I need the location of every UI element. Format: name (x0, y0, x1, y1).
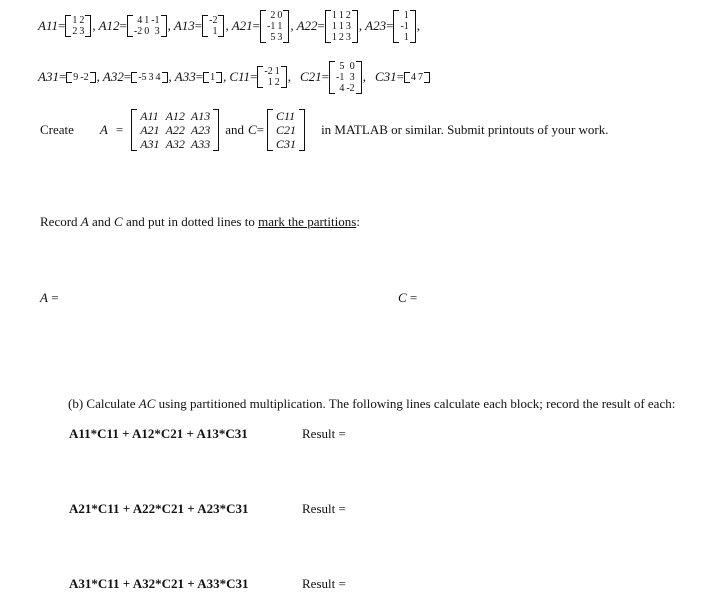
matrix-A33 (203, 72, 222, 83)
matrix-entry: -1 (400, 20, 409, 32)
bracket-right (281, 66, 287, 88)
label-A12: A12 (98, 18, 120, 33)
matrix-entry: 3 (349, 71, 355, 83)
matrix-entry: -2 (80, 71, 89, 83)
matrix-entry: -2 (264, 66, 273, 77)
matrix-entry: 4 (410, 71, 416, 83)
matrix-entry: A11 (140, 109, 159, 123)
matrix-entry: 1 (331, 20, 337, 32)
block-matrix-A (131, 109, 219, 151)
answer-A-label: A = (40, 290, 59, 305)
matrix-entry: 0 (144, 26, 150, 37)
create-label: Create (40, 122, 74, 137)
matrix-A21 (260, 10, 289, 43)
block-matrix-C (267, 109, 305, 151)
matrix-C31 (404, 72, 430, 83)
matrix-A11 (65, 15, 91, 37)
record-A-var: A (80, 214, 89, 229)
matrix-entry: A21 (140, 123, 160, 137)
bracket-right (216, 72, 222, 83)
matrix-entry: 4 (155, 71, 161, 83)
matrix-entry: A32 (165, 137, 185, 151)
answer-C-label: C = (398, 290, 418, 305)
matrix-entry: -2 (346, 82, 355, 94)
matrix-entry: 2 (72, 26, 78, 37)
matrix-entry: 1 (274, 66, 280, 77)
create-row: Create A = A11 A12 A13 A21 A22 A23 A31 A32 A33 and C = C11 C21 C31 in MATLAB or similar. Submit printouts of your work. (40, 109, 609, 151)
matrix-entry: 1 (331, 31, 337, 43)
matrix-entry: 3 (277, 31, 283, 43)
label-A13: A13 (173, 18, 195, 33)
matrix-entry: 3 (154, 26, 160, 37)
label-A21: A21 (231, 18, 253, 33)
label-A23: A23 (365, 18, 387, 33)
bracket-right (162, 72, 168, 83)
matrix-entry: 5 (339, 60, 345, 72)
matrix-entry: 1 (338, 9, 344, 21)
matrix-A12 (127, 15, 167, 37)
bracket-right (218, 15, 224, 37)
matrix-A31 (66, 72, 95, 83)
matrix-entry: A31 (140, 137, 160, 151)
matrix-entry: -1 (151, 15, 160, 26)
label-C31: C31 (374, 69, 397, 84)
matrix-entry: A12 (165, 109, 185, 123)
create-C-var: C (248, 122, 257, 137)
matrix-entry: 1 (277, 20, 283, 32)
record-C-var: C (114, 214, 123, 229)
and-text: and (225, 122, 245, 137)
create-A-var: A (99, 122, 108, 137)
matrix-entry: 2 (79, 15, 85, 26)
matrix-entry: 2 (270, 9, 276, 21)
matrix-C21 (329, 61, 362, 94)
matrix-entry: A23 (190, 123, 211, 137)
mark-partitions-text: mark the partitions (258, 214, 357, 229)
bracket-right (90, 72, 96, 83)
matrix-entry: 4 (339, 82, 345, 94)
create-tail: in MATLAB or similar. Submit printouts of your work. (321, 122, 609, 137)
matrix-A32 (131, 72, 167, 83)
bracket-right (213, 109, 219, 151)
matrix-entry: -5 (138, 71, 147, 83)
label-A33: A33 (174, 69, 196, 84)
result-label-2: Result = (302, 501, 346, 516)
matrix-entry: 3 (345, 20, 351, 32)
matrix-entry: -2 (133, 26, 143, 37)
matrix-entry: 0 (349, 60, 355, 72)
matrix-entry: 1 (210, 71, 216, 83)
matrix-A22 (325, 10, 358, 43)
matrix-entry: 1 (212, 26, 218, 37)
expr-line-3: A31*C11 + A32*C21 + A33*C31 (69, 576, 249, 591)
bracket-right (161, 15, 167, 37)
bracket-right (352, 10, 358, 43)
matrix-entry: C31 (276, 137, 297, 151)
matrix-entry: 1 (403, 31, 409, 43)
matrix-entry: 7 (417, 71, 423, 83)
label-A11: A11 (38, 18, 58, 33)
definitions-row-1: A11 = 1 2 2 3 , A12 = 4 1 -1 -2 0 3 , A13 = -2 1 , A21 = 2 0 -1 1 5 3 , A22 = 1 1 2 1 1 3 1 2 3 , A23 = 1 -1 1 , (38, 9, 421, 43)
bracket-right (424, 72, 430, 83)
matrix-A23 (393, 10, 415, 43)
matrix-entry: -1 (336, 71, 345, 83)
definitions-row-2: A31 = 9 -2 , A32 = -5 3 4 , A33 = 1 , C11 = -2 1 1 2 , C21 = 5 0 -1 3 4 -2 , C31 = 4 7 (38, 56, 430, 98)
matrix-A13 (202, 15, 224, 37)
matrix-entry: 4 (137, 15, 143, 26)
matrix-entry: 3 (79, 26, 85, 37)
matrix-entry: 1 (331, 9, 337, 21)
matrix-entry: -2 (209, 15, 218, 26)
matrix-entry: 3 (148, 71, 154, 83)
bracket-right (283, 10, 289, 43)
matrix-entry: 3 (345, 31, 351, 43)
matrix-entry: 2 (274, 77, 280, 88)
expr-line-1: A11*C11 + A12*C21 + A13*C31 (69, 426, 248, 441)
matrix-entry: 1 (338, 20, 344, 32)
matrix-entry: -1 (267, 20, 276, 32)
matrix-entry: C11 (276, 109, 296, 123)
matrix-entry: 2 (338, 31, 344, 43)
matrix-entry: A22 (165, 123, 185, 137)
matrix-entry: 5 (270, 31, 276, 43)
record-instruction: Record A and C and put in dotted lines to mark the partitions: (40, 214, 360, 229)
matrix-entry: 1 (72, 15, 78, 26)
matrix-entry: 1 (144, 15, 150, 26)
bracket-right (85, 15, 91, 37)
matrix-entry: A33 (190, 137, 211, 151)
label-A22: A22 (296, 18, 318, 33)
result-label-3: Result = (302, 576, 346, 591)
matrix-entry: 2 (345, 9, 351, 21)
bracket-right (299, 109, 305, 151)
label-C11: C11 (229, 69, 251, 84)
expr-line-2: A21*C11 + A22*C21 + A23*C31 (69, 501, 249, 516)
bracket-right (356, 61, 362, 94)
matrix-entry: 0 (277, 9, 283, 21)
label-A31: A31 (38, 69, 59, 84)
matrix-entry: 1 (267, 77, 273, 88)
label-C21: C21 (299, 69, 322, 84)
matrix-entry: 9 (73, 71, 79, 83)
bracket-right (410, 10, 416, 43)
AC-var: AC (138, 396, 156, 411)
part-b-instruction: (b) Calculate AC using partitioned multiplication. The following lines calculate each block; record the result of each: (68, 396, 676, 411)
matrix-C11 (257, 66, 286, 88)
matrix-entry: A13 (190, 109, 211, 123)
matrix-entry: C21 (276, 123, 297, 137)
label-A32: A32 (102, 69, 124, 84)
result-label-1: Result = (302, 426, 346, 441)
matrix-entry: 1 (403, 9, 409, 21)
